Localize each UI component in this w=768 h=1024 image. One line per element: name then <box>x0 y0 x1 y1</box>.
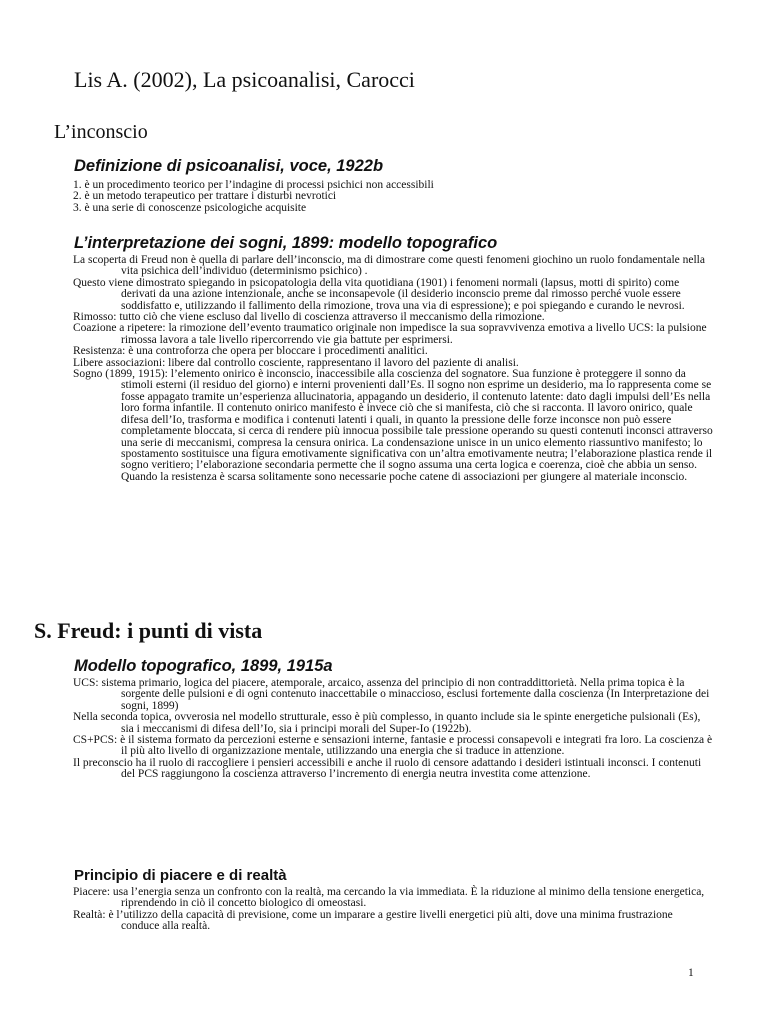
document-title: Lis A. (2002), La psicoanalisi, Carocci <box>74 67 415 92</box>
subsection-heading-modello-topografico: Modello topografico, 1899, 1915a <box>74 657 333 675</box>
paragraph: Questo viene dimostrato spiegando in psicopatologia della vita quotidiana (1901) i fenomeni normali (lapsus, motti di spirito) come derivati da una azione intenzionale, anche se inconsapevole (il desiderio inconscio preme dal rimosso perché vuole essere soddisfatto e, utilizzando il fallimento della rimozione, trova una via di espressione); e poi spiegando e curando le nevrosi. <box>73 276 685 312</box>
list-item: 1. è un procedimento teorico per l’indagine di processi psichici non accessibili <box>73 179 434 191</box>
modello-topografico-text <box>73 678 713 781</box>
list-item: 2. è un metodo terapeutico per trattare i disturbi nevrotici <box>73 190 337 203</box>
paragraph: Resistenza: è una controforza che opera per bloccare i procedimenti analitici. <box>73 345 428 358</box>
section-heading-punti-di-vista: S. Freud: i punti di vista <box>34 618 263 643</box>
subsection-heading-definizione: Definizione di psicoanalisi, voce, 1922b <box>74 157 384 175</box>
subsection-heading-interpretazione-sogni: L’interpretazione dei sogni, 1899: modello topografico <box>74 234 498 252</box>
principio-text <box>73 887 713 933</box>
paragraph: CS+PCS: è il sistema formato da percezioni esterne e sensazioni interne, fantasie e processi consapevoli e integrati fra loro. La coscienza è il più alto livello di organizzazione mentale, utilizzando una energia che si traduce in attenzione. <box>73 734 713 758</box>
interpretazione-text <box>73 255 713 483</box>
paragraph: Coazione a ripetere: la rimozione dell’evento traumatico originale non impedisce la sua sopravvivenza emotiva a livello UCS: la pulsione rimossa lavora a tale livello ripercorrendo vie gia battute per esprimersi. <box>73 322 707 346</box>
definition-list <box>73 180 713 214</box>
page-number: 1 <box>688 967 694 979</box>
paragraph: Piacere: usa l’energia senza un confronto con la realtà, ma cercando la via immediata. È la riduzione al minimo della tensione energetica, riprendendo in ciò il concetto biologico di omeostasi. <box>73 886 705 910</box>
paragraph: Il preconscio ha il ruolo di raccogliere i pensieri accessibili e anche il ruolo di censore adattando i desideri istintuali inconsci. I contenuti del PCS raggiungono la coscienza attraverso l’incremento di energia neutra investita come attenzione. <box>73 756 702 781</box>
paragraph: Rimosso: tutto ciò che viene escluso dal livello di coscienza attraverso il meccanismo della rimozione. <box>73 311 545 324</box>
paragraph: UCS: sistema primario, logica del piacere, atemporale, arcaico, assenza del principio di non contraddittorietà. Nella prima topica è la sorgente delle pulsioni e di ogni contenuto inaccettabile o minaccioso, esclusi fortemente dalla coscienza (In Interpretazione dei sogni, 1899) <box>73 677 710 712</box>
subsection-heading-principio-piacere: Principio di piacere e di realtà <box>74 867 287 884</box>
paragraph: Nella seconda topica, ovverosia nel modello strutturale, esso è più complesso, in quanto include sia le spinte energetiche pulsionali (Es), sia i meccanismi di difesa dell’Io, sia i principi morali del Super-Io (1922b). <box>73 711 701 735</box>
paragraph: Realtà: è l’utilizzo della capacità di previsione, come un imparare a gestire livelli energetici più alti, dove una minima frustrazione conduce alla realtà. <box>73 908 673 933</box>
paragraph: Libere associazioni: libere dal controllo cosciente, rappresentano il lavoro del paziente di analisi. <box>73 356 519 369</box>
list-item: 3. è una serie di conoscenze psicologiche acquisite <box>73 201 307 214</box>
section-heading-inconscio: L’inconscio <box>54 121 148 143</box>
paragraph: La scoperta di Freud non è quella di parlare dell’inconscio, ma di dimostrare come questi fenomeni giochino un ruolo fondamentale nella vita psichica dell’individuo (determinismo psichico) . <box>73 254 705 278</box>
paragraph: Sogno (1899, 1915): l’elemento onirico è inconscio, inaccessibile alla coscienza del sognatore. Sua funzione è proteggere il sonno da stimoli esterni (il residuo del giorno) e interni provenienti dall’Es. Il sogno non esprime un desiderio, ma lo rappresenta come se fosse appagato tramite un’esperienza allucinatoria, appagando un desiderio, il contenuto latente: dato dagli impulsi dell’Es nella loro forma infantile. Il contenuto onirico manifesto è invece ciò che si manifesta, ciò che si racconta. Il lavoro onirico, quale difesa dell’Io, trasforma e modifica i contenuti latenti i quali, in quanto la pressione delle forze inconsce non può essere completamente bloccata, si cerca di rendere più innocua possibile tale pressione operando su questi contenuti inconsci attraverso una serie di meccanismi, compresa la censura onirica. La condensazione unisce in un unico elemento riassuntivo manifesto; lo spostamento sostituisce una figura emotivamente significativa con un’altra emotivamente neutra; l’elaborazione plastica rende il sogno veritiero; l’elaborazione secondaria permette che il sogno assuma una certa logica e coerenza, cioè che abbia un senso. Quando la resistenza è scarsa solitamente sono necessarie poche catene di associazioni per giungere al materiale inconscio. <box>73 368 713 483</box>
